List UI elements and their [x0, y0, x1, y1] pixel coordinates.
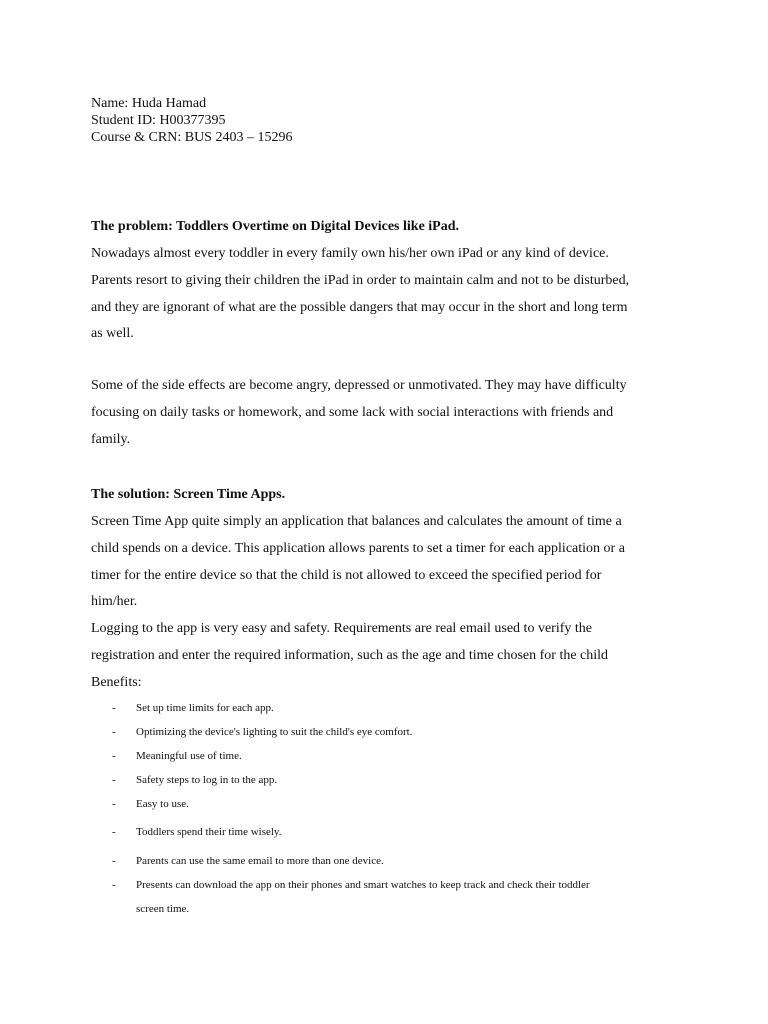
bullet-dash: - — [112, 826, 116, 838]
solution-paragraph-1 — [91, 509, 691, 616]
text-line: focusing on daily tasks or homework, and some lack with social interactions with friends and — [91, 404, 614, 420]
text-line: child spends on a device. This application allows parents to set a timer for each application or a — [91, 540, 625, 556]
benefit-text-continuation: screen time. — [136, 903, 190, 915]
bullet-dash: - — [112, 798, 116, 810]
problem-section — [91, 217, 691, 348]
benefit-text: Safety steps to log in to the app. — [136, 774, 278, 786]
benefits-list — [112, 698, 672, 921]
text-line: family. — [91, 431, 131, 447]
student-info-header — [91, 95, 292, 146]
benefit-text: Parents can use the same email to more than one device. — [136, 855, 384, 867]
list-item — [112, 794, 672, 820]
problem-paragraph-1 — [91, 241, 691, 348]
benefits-label: Benefits: — [91, 674, 142, 690]
problem-paragraph-2 — [91, 373, 691, 453]
bullet-dash: - — [112, 855, 116, 867]
course-crn: Course & CRN: BUS 2403 – 15296 — [91, 130, 293, 145]
benefit-text: Toddlers spend their time wisely. — [136, 826, 282, 838]
text-line: Parents resort to giving their children the iPad in order to maintain calm and not to be disturbed, — [91, 272, 630, 288]
list-item — [112, 770, 672, 794]
text-line: as well. — [91, 326, 134, 342]
benefit-text: Meaningful use of time. — [136, 750, 242, 762]
benefit-text: Easy to use. — [136, 798, 189, 810]
student-id: Student ID: H00377395 — [91, 113, 226, 128]
student-name: Name: Huda Hamad — [91, 96, 207, 111]
text-line: Logging to the app is very easy and safety. Requirements are real email used to verify the — [91, 621, 592, 637]
bullet-dash: - — [112, 702, 116, 714]
benefit-text: Optimizing the device's lighting to suit the child's eye comfort. — [136, 726, 413, 738]
bullet-dash: - — [112, 726, 116, 738]
solution-heading: The solution: Screen Time Apps. — [91, 487, 286, 502]
problem-heading: The problem: Toddlers Overtime on Digital Devices like iPad. — [91, 219, 460, 234]
list-item — [112, 873, 672, 921]
side-effects-section — [91, 373, 691, 453]
text-line: Nowadays almost every toddler in every family own his/her own iPad or any kind of device. — [91, 246, 609, 261]
bullet-dash: - — [112, 774, 116, 786]
text-line: registration and enter the required information, such as the age and time chosen for the child — [91, 647, 609, 663]
solution-section — [91, 485, 691, 697]
list-item — [112, 849, 672, 873]
solution-paragraph-2 — [91, 616, 691, 696]
text-line: timer for the entire device so that the child is not allowed to exceed the specified period for — [91, 567, 602, 583]
text-line: Some of the side effects are become angry, depressed or unmotivated. They may have difficulty — [91, 378, 627, 393]
text-line: Screen Time App quite simply an application that balances and calculates the amount of time a — [91, 514, 622, 529]
bullet-dash: - — [112, 879, 116, 891]
text-line: him/her. — [91, 594, 138, 610]
list-item — [112, 820, 672, 849]
list-item — [112, 722, 672, 746]
benefit-text: Presents can download the app on their phones and smart watches to keep track and check their toddler — [136, 879, 590, 891]
text-line: and they are ignorant of what are the possible dangers that may occur in the short and long term — [91, 299, 628, 315]
list-item — [112, 746, 672, 770]
list-item — [112, 698, 672, 722]
benefit-text: Set up time limits for each app. — [136, 702, 274, 714]
bullet-dash: - — [112, 750, 116, 762]
